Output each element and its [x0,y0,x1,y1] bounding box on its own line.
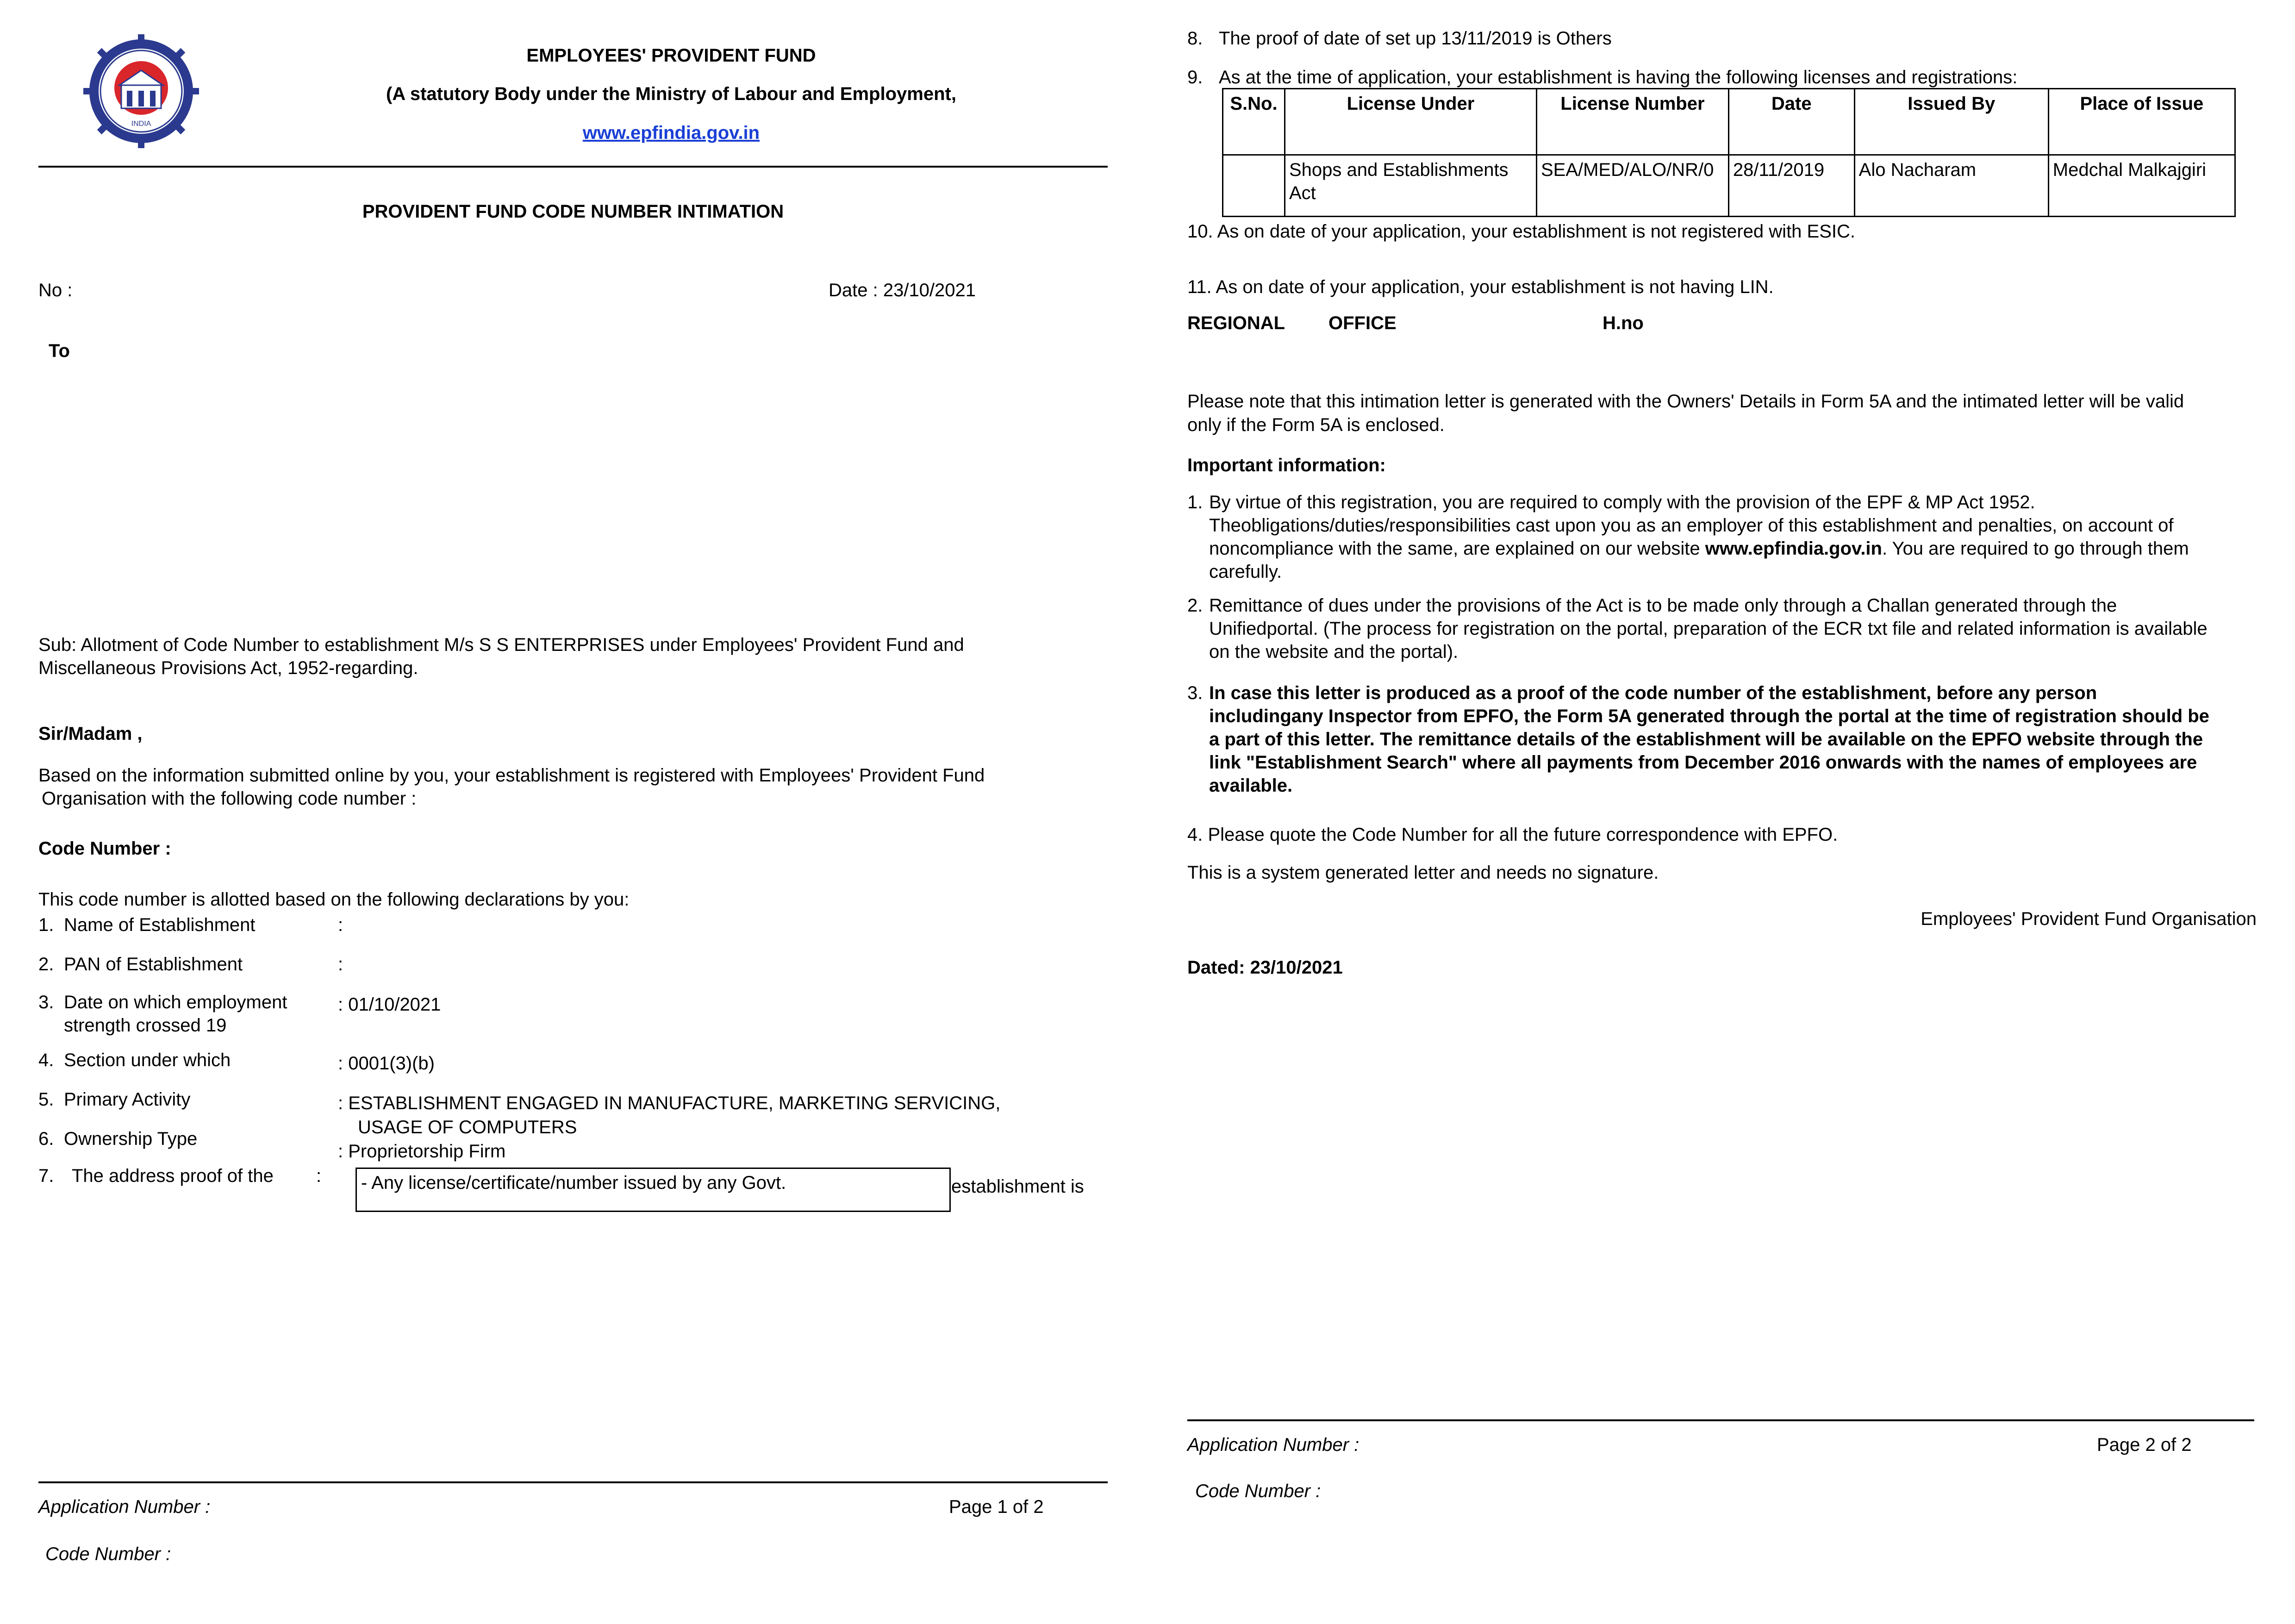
declaration-label: Primary Activity [64,1089,191,1110]
declaration-label: Date on which employment [64,992,287,1012]
important-1-text: noncompliance with the same, are explained on our website [1209,538,1705,559]
note-line-2: only if the Form 5A is enclosed. [1187,415,1445,435]
license-table-header [1223,89,2235,155]
item-11: 11. As on date of your application, your establishment is not having LIN. [1187,277,1774,297]
declaration-label: Name of Establishment [64,915,256,935]
intro-line-2: Organisation with the following code number : [42,788,417,809]
dated: Dated: 23/10/2021 [1187,957,1343,978]
salutation: Sir/Madam , [38,724,143,744]
declaration-value: USAGE OF COMPUTERS [358,1117,577,1137]
subject-line-1: Sub: Allotment of Code Number to establishment M/s S S ENTERPRISES under Employees' Provident Fund and [38,635,964,655]
regional-label: REGIONAL [1187,313,1285,333]
footer-code-number: Code Number : [45,1544,171,1564]
column-header: License Under [1285,89,1536,155]
code-number-label: Code Number : [38,838,171,859]
item-number: 9. [1187,67,1203,87]
column-header: Place of Issue [2048,89,2235,155]
important-1-text: . You are required to go through them [1882,538,2189,559]
epfo-logo-icon [79,33,204,149]
license-table [1222,88,2236,217]
footer-code-number: Code Number : [1195,1481,1321,1501]
hno-label: H.no [1603,313,1644,333]
declaration-number: 2. [38,954,54,974]
website-link[interactable]: www.epfindia.gov.in [582,123,760,143]
important-1-line [1209,537,2189,560]
important-3-line: link "Establishment Search" where all payments from December 2016 onwards with the names of employees are [1209,752,2197,773]
header-title: EMPLOYEES' PROVIDENT FUND [526,45,816,66]
declaration-intro: This code number is allotted based on the following declarations by you: [38,889,630,910]
declaration-label: Ownership Type [64,1129,198,1149]
table-cell: Shops and Establishments Act [1285,155,1536,217]
date-label: Date : 23/10/2021 [829,280,976,300]
footer-divider [1187,1419,2254,1421]
office-label: OFFICE [1328,313,1397,333]
important-3-line: includingany Inspector from EPFO, the Form 5A generated through the portal at the time of registration should be [1209,706,2209,726]
column-header: Issued By [1854,89,2048,155]
declaration-number: 5. [38,1089,54,1110]
table-cell: 28/11/2019 [1728,155,1854,217]
important-2-line: Unifiedportal. (The process for registration on the portal, preparation of the ECR txt file and related information is available [1209,618,2208,639]
footer-application-number: Application Number : [38,1497,211,1517]
declaration-value: : ESTABLISHMENT ENGAGED IN MANUFACTURE, MARKETING SERVICING, [338,1093,1001,1113]
org-name: Employees' Provident Fund Organisation [1921,909,2257,929]
footer-page-number: Page 2 of 2 [2097,1435,2192,1455]
important-1-line: By virtue of this registration, you are required to comply with the provision of the EPF & MP Act 1952. [1209,492,2035,512]
declaration-label: PAN of Establishment [64,954,243,974]
system-note: This is a system generated letter and needs no signature. [1187,862,1659,883]
doc-title: PROVIDENT FUND CODE NUMBER INTIMATION [362,201,784,222]
declaration-value: : 01/10/2021 [338,994,441,1015]
header-subtitle: (A statutory Body under the Ministry of Labour and Employment, [386,84,956,104]
declaration-value: : Proprietorship Firm [338,1141,506,1162]
column-header: Date [1728,89,1854,155]
table-cell: Alo Nacharam [1854,155,2048,217]
no-label: No : [38,280,73,300]
table-cell: SEA/MED/ALO/NR/0 [1536,155,1728,217]
to-label: To [49,341,70,361]
important-3-line: a part of this letter. The remittance details of the establishment will be available on the EPFO website through the [1209,729,2203,750]
declaration-value: : [338,915,343,935]
important-number: 2. [1187,595,1203,616]
declaration-number: 1. [38,915,54,935]
important-3-line: In case this letter is produced as a proof of the code number of the establishment, before any person [1209,683,2097,703]
important-3-line: available. [1209,775,1293,796]
important-2-line: on the website and the portal). [1209,642,1459,662]
column-header: License Number [1536,89,1728,155]
note-line-1: Please note that this intimation letter is generated with the Owners' Details in Form 5A and the intimated letter will be valid [1187,391,2184,412]
item-10: 10. As on date of your application, your establishment is not registered with ESIC. [1187,221,1856,242]
important-number: 1. [1187,492,1203,512]
declaration-number: 3. [38,992,54,1012]
table-row [1223,155,2235,217]
declaration-value: : [338,954,343,974]
table-cell [1223,155,1285,217]
intro-line-1: Based on the information submitted online by you, your establishment is registered with Employees' Provident Fund [38,765,985,786]
important-1-line: carefully. [1209,562,1282,582]
column-header: S.No. [1223,89,1285,155]
important-1-line: Theobligations/duties/responsibilities cast upon you as an employer of this establishment and penalties, on account of [1209,515,2174,536]
important-2-line: Remittance of dues under the provisions of the Act is to be made only through a Challan generated through the [1209,595,2117,616]
declaration-number: 6. [38,1129,54,1149]
subject-line-2: Miscellaneous Provisions Act, 1952-regarding. [38,658,418,678]
declaration-tail: establishment is [951,1176,1084,1197]
important-number: 3. [1187,683,1203,703]
important-4: 4. Please quote the Code Number for all the future correspondence with EPFO. [1187,824,1838,845]
item-9: As at the time of application, your establishment is having the following licenses and registrations: [1219,67,2018,87]
footer-application-number: Application Number : [1187,1435,1360,1455]
address-proof-value: - Any license/certificate/number issued by any Govt. [361,1173,786,1193]
declaration-colon: : [316,1166,322,1186]
important-heading: Important information: [1187,455,1386,475]
table-cell: Medchal Malkajgiri [2048,155,2235,217]
item-8: The proof of date of set up 13/11/2019 is Others [1219,28,1612,49]
declaration-label: Section under which [64,1050,231,1070]
svg-text:INDIA: INDIA [131,120,151,128]
declaration-label: The address proof of the [72,1166,274,1186]
footer-divider [38,1481,1108,1483]
item-number: 8. [1187,28,1203,49]
declaration-label: strength crossed 19 [64,1015,227,1036]
declaration-value: : 0001(3)(b) [338,1053,435,1074]
header-divider [38,166,1108,168]
website-text: www.epfindia.gov.in [1705,538,1882,559]
footer-page-number: Page 1 of 2 [949,1497,1044,1517]
declaration-number: 4. [38,1050,54,1070]
declaration-number: 7. [38,1166,54,1186]
